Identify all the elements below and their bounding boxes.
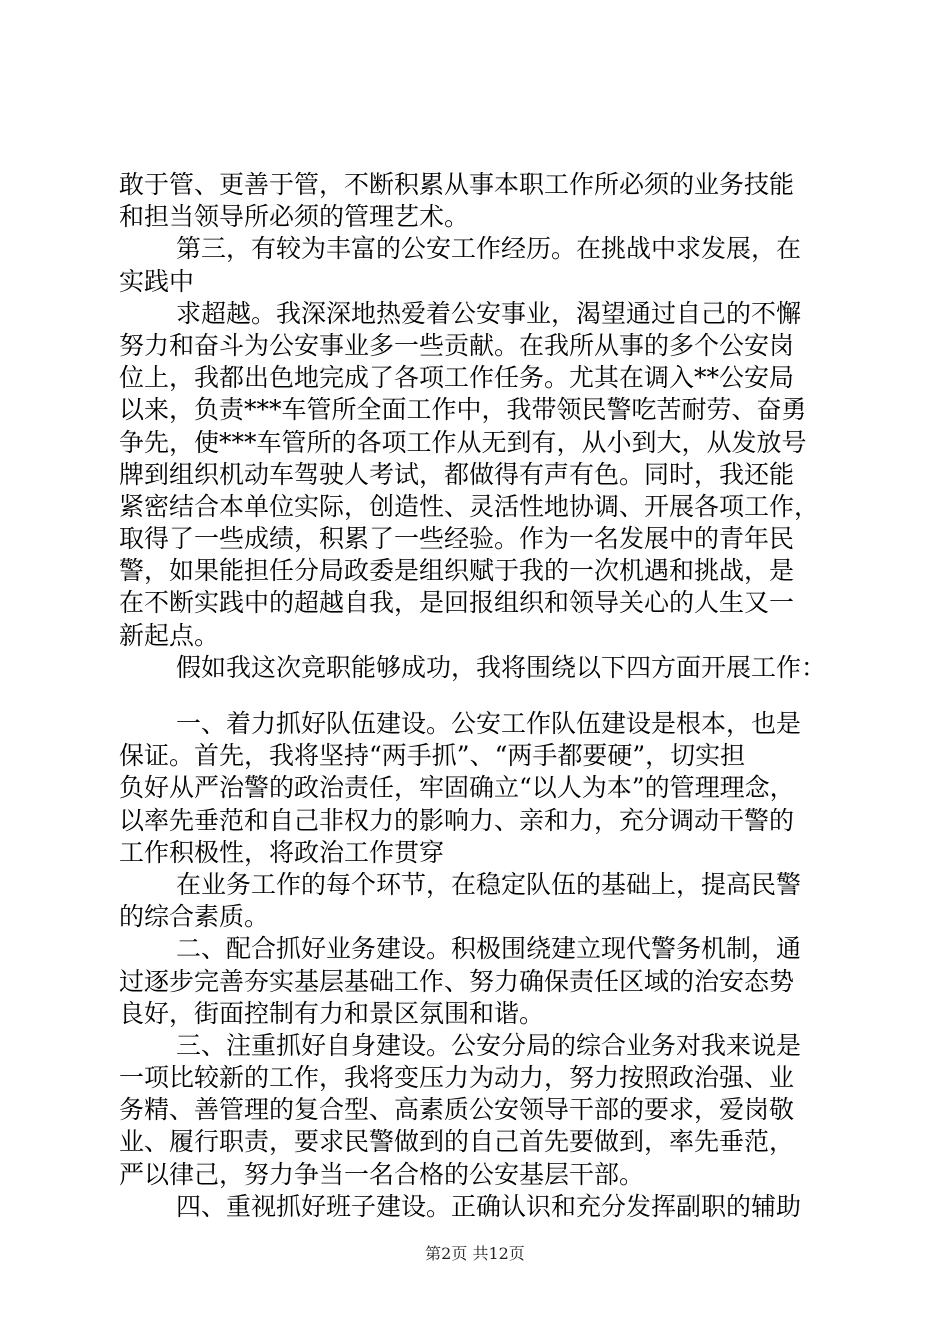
- text-line: 负好从严治警的政治责任，牢固确立“以人为本”的管理理念，: [119, 773, 795, 803]
- text-line: 争先，使***车管所的各项工作从无到有，从小到大，从发放号: [119, 427, 807, 457]
- text-line: 取得了一些成绩，积累了一些经验。作为一名发展中的青年民: [119, 524, 795, 554]
- text-line: 二、配合抓好业务建设。积极围绕建立现代警务机制，通: [176, 934, 802, 964]
- page-number-label: 第2页 共12页: [425, 1244, 525, 1263]
- text-line: 以来，负责***车管所全面工作中，我带领民警吃苦耐劳、奋勇: [119, 395, 807, 425]
- text-line: 一项比较新的工作，我将变压力为动力，努力按照政治强、业: [119, 1063, 795, 1093]
- blank-line: [119, 684, 835, 708]
- text-line: 良好，街面控制有力和景区氛围和谐。: [119, 998, 545, 1028]
- text-line: 牌到组织机动车驾驶人考试，都做得有声有色。同时，我还能: [119, 459, 795, 489]
- text-line: 紧密结合本单位实际，创造性、灵活性地协调、开展各项工作，: [119, 491, 820, 521]
- text-line: 在业务工作的每个环节，在稳定队伍的基础上，提高民警: [176, 869, 802, 899]
- text-line: 和担当领导所必须的管理艺术。: [119, 202, 470, 232]
- text-line: 位上，我都出色地完成了各项工作任务。尤其在调入**公安局: [119, 363, 795, 393]
- text-line: 求超越。我深深地热爱着公安事业，渴望通过自己的不懈: [176, 298, 802, 328]
- text-line: 四、重视抓好班子建设。正确认识和充分发挥副职的辅助: [176, 1191, 802, 1221]
- text-line: 假如我这次竞职能够成功，我将围绕以下四方面开展工作：: [176, 652, 827, 682]
- text-line: 在不断实践中的超越自我，是回报组织和领导关心的人生又一: [119, 588, 795, 618]
- text-line: 第三，有较为丰富的公安工作经历。在挑战中求发展，在: [176, 234, 802, 264]
- text-line: 敢于管、更善于管，不断积累从事本职工作所必须的业务技能: [119, 170, 795, 199]
- text-line: 过逐步完善夯实基层基础工作、努力确保责任区域的治安态势: [119, 966, 795, 996]
- text-line: 警，如果能担任分局政委是组织赋于我的一次机遇和挑战，是: [119, 556, 795, 586]
- page-footer: [0, 1241, 950, 1264]
- text-line: 努力和奋斗为公安事业多一些贡献。在我所从事的多个公安岗: [119, 330, 795, 360]
- text-line: 实践中: [119, 266, 195, 296]
- text-line: 保证。首先，我将坚持“两手抓”、“两手都要硬”，切实担: [119, 741, 746, 771]
- text-line: 的综合素质。: [119, 902, 270, 932]
- text-line: 三、注重抓好自身建设。公安分局的综合业务对我来说是: [176, 1030, 802, 1060]
- text-line: 业、履行职责，要求民警做到的自己首先要做到，率先垂范，: [119, 1127, 795, 1157]
- text-line: 务精、善管理的复合型、高素质公安领导干部的要求，爱岗敬: [119, 1095, 795, 1125]
- text-line: 一、着力抓好队伍建设。公安工作队伍建设是根本，也是: [176, 709, 802, 738]
- document-body: [119, 169, 835, 1223]
- text-line: 新起点。: [119, 620, 220, 650]
- text-line: 工作积极性，将政治工作贯穿: [119, 837, 445, 867]
- text-line: 严以律己，努力争当一名合格的公安基层干部。: [119, 1159, 645, 1189]
- text-line: 以率先垂范和自己非权力的影响力、亲和力，充分调动干警的: [119, 805, 795, 835]
